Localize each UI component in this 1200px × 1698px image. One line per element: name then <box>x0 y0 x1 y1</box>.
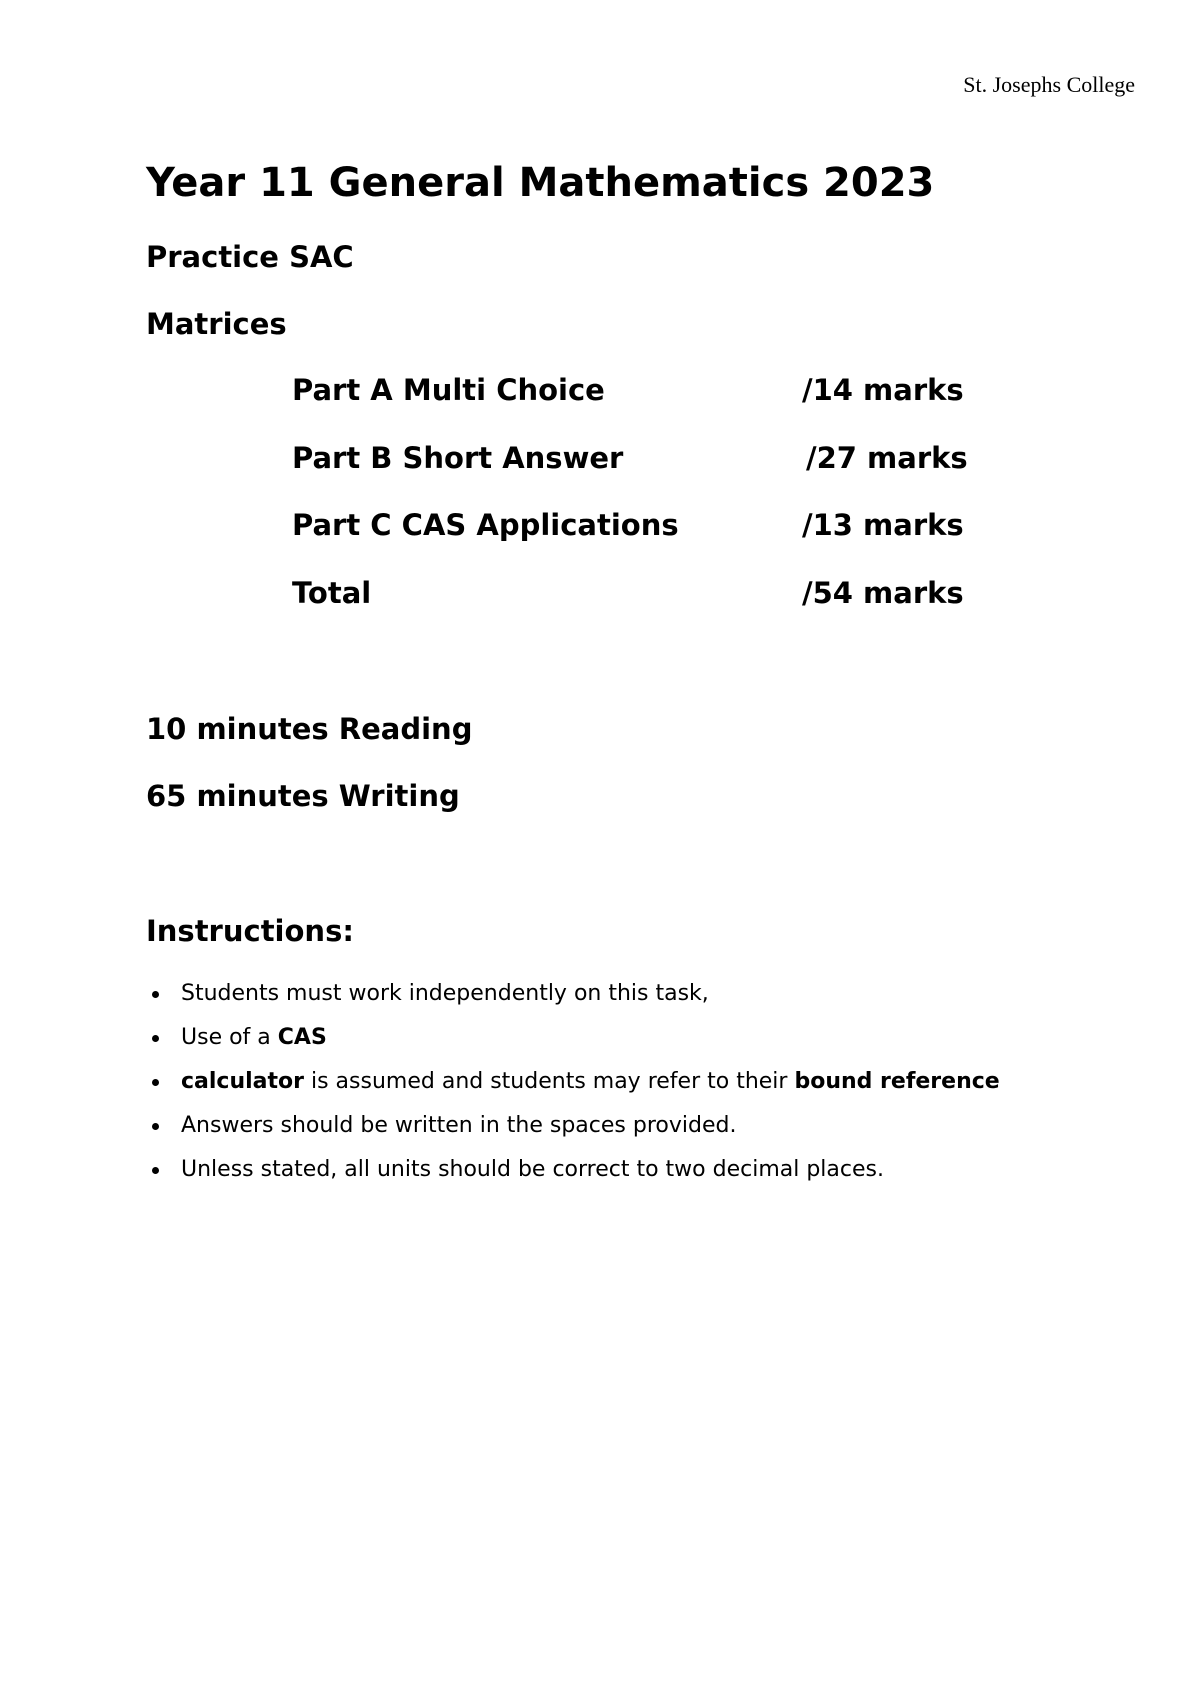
school-name: St. Josephs College <box>963 72 1135 97</box>
part-label: Total <box>292 575 372 610</box>
instruction-text: Students must work independently on this task, <box>181 981 709 1006</box>
list-item <box>146 980 1146 1024</box>
part-label: Part A Multi Choice <box>292 373 605 407</box>
list-item <box>146 1112 1146 1156</box>
marks-row-part-c <box>292 508 992 576</box>
part-label: Part B Short Answer <box>292 440 624 475</box>
marks-row-part-b <box>292 441 992 509</box>
part-marks: /54 marks <box>802 575 964 610</box>
instruction-text: is assumed and students may refer to their <box>304 1069 795 1094</box>
part-marks: /27 marks <box>806 440 968 475</box>
list-item <box>146 1156 1146 1200</box>
marks-row-total <box>292 576 992 644</box>
bullet-icon <box>152 1079 159 1086</box>
part-marks: /13 marks <box>802 508 964 542</box>
instruction-bold-text: CAS <box>277 1025 327 1050</box>
instructions-list <box>146 980 1146 1200</box>
bullet-icon <box>152 1035 159 1042</box>
topic-heading: Matrices <box>146 307 287 341</box>
document-title: Year 11 General Mathematics 2023 <box>146 160 935 206</box>
instruction-bold-text: calculator <box>181 1069 304 1094</box>
instruction-bold-text: bound reference <box>794 1069 1000 1094</box>
instruction-text: Use of a <box>181 1025 278 1050</box>
part-label: Part C CAS Applications <box>292 508 679 542</box>
part-marks: /14 marks <box>802 373 964 407</box>
list-item <box>146 1024 1146 1068</box>
marks-row-part-a <box>292 373 992 441</box>
list-item <box>146 1068 1146 1112</box>
writing-time: 65 minutes Writing <box>146 779 460 813</box>
marks-breakdown <box>292 373 992 643</box>
bullet-icon <box>152 1167 159 1174</box>
instruction-text: Unless stated, all units should be correct to two decimal places. <box>181 1157 884 1182</box>
reading-time: 10 minutes Reading <box>146 712 473 746</box>
document-subtitle: Practice SAC <box>146 240 354 274</box>
bullet-icon <box>152 991 159 998</box>
instructions-heading: Instructions: <box>146 914 354 948</box>
instruction-text: Answers should be written in the spaces provided. <box>181 1113 737 1138</box>
bullet-icon <box>152 1123 159 1130</box>
